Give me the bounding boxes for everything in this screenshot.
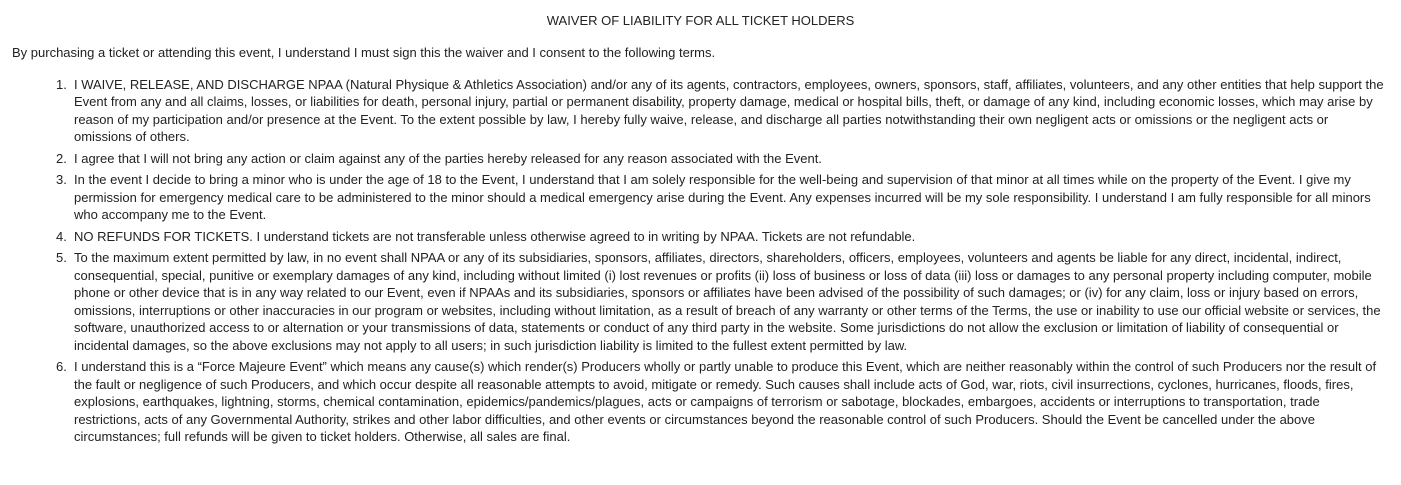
- terms-list: [12, 76, 1389, 446]
- intro-paragraph: By purchasing a ticket or attending this event, I understand I must sign this the waiver and I consent to the following terms.: [12, 45, 716, 60]
- term-item: [56, 76, 1389, 146]
- term-text: In the event I decide to bring a minor who is under the age of 18 to the Event, I understand that I am solely responsible for the well-being and supervision of that minor at all times while on the property of the Event. I give my permission for emergency medical care to be administered to the minor should a medical emergency arise during the Event. Any expenses incurred will be my sole responsibility. I understand I am fully responsible for all minors who accompany me to the Event.: [74, 172, 1371, 222]
- term-item: [56, 171, 1389, 224]
- term-text: I WAIVE, RELEASE, AND DISCHARGE NPAA (Natural Physique & Athletics Association) and/or any of its agents, contractors, employees, owners, sponsors, staff, affiliates, volunteers, and any other entities that help support the Event from any and all claims, losses, or liabilities for death, personal injury, partial or permanent disability, property damage, medical or hospital bills, theft, or damage of any kind, including economic losses, which may arise by reason of my participation and/or presence at the Event. To the extent possible by law, I hereby fully waive, release, and discharge all parties notwithstanding their own negligent acts or omissions or the negligent acts or omissions of others.: [74, 76, 1384, 144]
- term-text: To the maximum extent permitted by law, in no event shall NPAA or any of its subsidiaries, sponsors, affiliates, directors, shareholders, officers, employees, volunteers and agents be liable for any direct, incidental, indirect, consequential, special, punitive or exemplary damages of any kind, including without limited (i) lost revenues or profits (ii) loss of business or loss of data (iii) loss or damages to any personal property including computer, mobile phone or other device that is in any way related to our Event, even if NPAAs and its subsidiaries, sponsors or affiliates have been advised of the possibility of such damages; or (iv) for any claim, loss or injury based on errors, omissions, interruptions or other inaccuracies in our program or websites, including without limitation, as a result of breach of any warranty or other terms of the Terms, the use or inability to use our official website or services, the software, unauthorized access to or alternation or your transmissions of data, statements or conduct of any third party in the website. Some jurisdictions do not allow the exclusion or limitation of liability of consequential or incidental damages, so the above exclusions may not apply to all users; in such jurisdiction liability is limited to the fullest extent permitted by law.: [74, 250, 1381, 353]
- term-item: [56, 249, 1389, 354]
- term-item: [56, 228, 1389, 246]
- term-item: [56, 150, 1389, 168]
- term-text: I agree that I will not bring any action or claim against any of the parties hereby released for any reason associated with the Event.: [74, 150, 822, 166]
- term-number: 5.: [56, 250, 67, 265]
- term-number: 6.: [56, 359, 67, 374]
- document-title: WAIVER OF LIABILITY FOR ALL TICKET HOLDERS: [546, 13, 855, 28]
- term-number: 4.: [56, 228, 67, 244]
- term-item: [56, 358, 1389, 446]
- term-text: I understand this is a “Force Majeure Event” which means any cause(s) which render(s) Producers wholly or partly unable to produce this Event, which are neither reasonably within the control of such Producers nor the result of the fault or negligence of such Producers, and which occur despite all reasonable attempts to avoid, mitigate or remedy. Such causes shall include acts of God, war, riots, civil insurrections, cyclones, hurricanes, floods, fires, explosions, earthquakes, lightning, storms, chemical contamination, epidemics/pandemics/plagues, acts or campaigns of terrorism or sabotage, blockades, embargoes, accidents or interruptions to transportation, trade restrictions, acts of any Governmental Authority, strikes and other labor difficulties, and other events or circumstances beyond the reasonable control of such Producers. Should the Event be cancelled under the above circumstances; full refunds will be given to ticket holders. Otherwise, all sales are final.: [74, 359, 1377, 444]
- term-text: NO REFUNDS FOR TICKETS. I understand tickets are not transferable unless otherwise agreed to in writing by NPAA. Tickets are not refundable.: [74, 228, 916, 244]
- term-number: 2.: [56, 150, 67, 166]
- term-number: 3.: [56, 172, 67, 187]
- term-number: 1.: [56, 76, 67, 92]
